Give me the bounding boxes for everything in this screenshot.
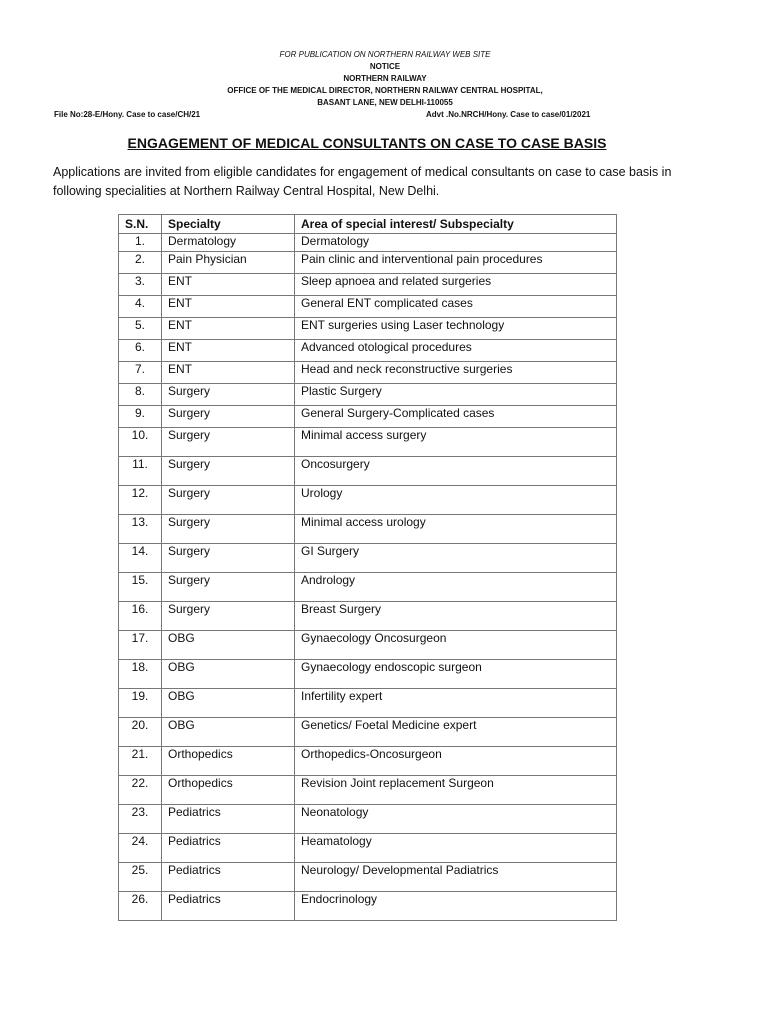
row-sn: 20. xyxy=(119,718,162,747)
table-row xyxy=(119,296,617,318)
row-area: Dermatology xyxy=(295,234,617,252)
row-area: Advanced otological procedures xyxy=(295,340,617,362)
row-specialty: Pediatrics xyxy=(162,863,295,892)
table-row xyxy=(119,805,617,834)
row-area: Neurology/ Developmental Padiatrics xyxy=(295,863,617,892)
row-sn: 12. xyxy=(119,486,162,515)
table-row xyxy=(119,747,617,776)
table-row xyxy=(119,863,617,892)
row-specialty: Pediatrics xyxy=(162,892,295,921)
row-specialty: ENT xyxy=(162,340,295,362)
row-specialty: Pain Physician xyxy=(162,252,295,274)
row-specialty: OBG xyxy=(162,631,295,660)
row-sn: 1. xyxy=(119,234,162,252)
row-specialty: Surgery xyxy=(162,428,295,457)
row-sn: 5. xyxy=(119,318,162,340)
specialties-table xyxy=(118,214,617,921)
row-specialty: Surgery xyxy=(162,384,295,406)
table-row xyxy=(119,602,617,631)
row-specialty: Pediatrics xyxy=(162,834,295,863)
row-area: Minimal access surgery xyxy=(295,428,617,457)
row-sn: 13. xyxy=(119,515,162,544)
row-area: General Surgery-Complicated cases xyxy=(295,406,617,428)
row-area: Orthopedics-Oncosurgeon xyxy=(295,747,617,776)
notice-heading: NOTICE xyxy=(369,62,401,71)
row-area: Infertility expert xyxy=(295,689,617,718)
row-specialty: Surgery xyxy=(162,515,295,544)
file-number: File No:28-E/Hony. Case to case/CH/21 xyxy=(54,110,201,119)
row-area: Endocrinology xyxy=(295,892,617,921)
row-specialty: Surgery xyxy=(162,406,295,428)
table-row xyxy=(119,274,617,296)
table-header-row xyxy=(119,215,617,234)
table-row xyxy=(119,573,617,602)
intro-paragraph: Applications are invited from eligible candidates for engagement of medical consultants on case to case basis in following specialities at Northern Railway Central Hospital, New Delhi. xyxy=(53,165,672,198)
row-sn: 19. xyxy=(119,689,162,718)
row-area: Andrology xyxy=(295,573,617,602)
table-row xyxy=(119,406,617,428)
row-area: Plastic Surgery xyxy=(295,384,617,406)
row-sn: 8. xyxy=(119,384,162,406)
row-sn: 17. xyxy=(119,631,162,660)
row-area: Sleep apnoea and related surgeries xyxy=(295,274,617,296)
table-row xyxy=(119,234,617,252)
row-specialty: ENT xyxy=(162,274,295,296)
row-specialty: Surgery xyxy=(162,457,295,486)
row-specialty: OBG xyxy=(162,718,295,747)
row-specialty: ENT xyxy=(162,296,295,318)
row-specialty: OBG xyxy=(162,689,295,718)
organization-name: NORTHERN RAILWAY xyxy=(343,74,427,83)
row-specialty: Orthopedics xyxy=(162,747,295,776)
row-sn: 16. xyxy=(119,602,162,631)
row-sn: 6. xyxy=(119,340,162,362)
table-row xyxy=(119,252,617,274)
row-sn: 26. xyxy=(119,892,162,921)
row-area: GI Surgery xyxy=(295,544,617,573)
row-area: Genetics/ Foetal Medicine expert xyxy=(295,718,617,747)
office-name: OFFICE OF THE MEDICAL DIRECTOR, NORTHERN RAILWAY CENTRAL HOSPITAL, xyxy=(227,86,543,95)
row-sn: 21. xyxy=(119,747,162,776)
row-sn: 7. xyxy=(119,362,162,384)
row-sn: 9. xyxy=(119,406,162,428)
table-row xyxy=(119,457,617,486)
table-row xyxy=(119,544,617,573)
row-sn: 25. xyxy=(119,863,162,892)
table-row xyxy=(119,660,617,689)
row-area: Pain clinic and interventional pain procedures xyxy=(295,252,617,274)
row-sn: 24. xyxy=(119,834,162,863)
row-specialty: Surgery xyxy=(162,544,295,573)
row-area: Oncosurgery xyxy=(295,457,617,486)
row-specialty: OBG xyxy=(162,660,295,689)
row-specialty: Dermatology xyxy=(162,234,295,252)
row-area: General ENT complicated cases xyxy=(295,296,617,318)
row-area: Heamatology xyxy=(295,834,617,863)
table-body xyxy=(119,234,617,921)
row-sn: 23. xyxy=(119,805,162,834)
table-row xyxy=(119,834,617,863)
row-sn: 3. xyxy=(119,274,162,296)
header-sn: S.N. xyxy=(119,215,162,234)
row-sn: 22. xyxy=(119,776,162,805)
row-sn: 10. xyxy=(119,428,162,457)
table-row xyxy=(119,776,617,805)
row-area: Minimal access urology xyxy=(295,515,617,544)
table-row xyxy=(119,718,617,747)
table-row xyxy=(119,362,617,384)
row-specialty: Pediatrics xyxy=(162,805,295,834)
office-address: BASANT LANE, NEW DELHI-110055 xyxy=(317,98,453,107)
publication-note: FOR PUBLICATION ON NORTHERN RAILWAY WEB SITE xyxy=(279,50,491,59)
page-title: ENGAGEMENT OF MEDICAL CONSULTANTS ON CASE TO CASE BASIS xyxy=(127,135,607,151)
row-specialty: Surgery xyxy=(162,573,295,602)
header-specialty: Specialty xyxy=(162,215,295,234)
row-sn: 14. xyxy=(119,544,162,573)
row-area: Breast Surgery xyxy=(295,602,617,631)
row-area: Neonatology xyxy=(295,805,617,834)
row-area: Gynaecology endoscopic surgeon xyxy=(295,660,617,689)
table-row xyxy=(119,689,617,718)
row-sn: 15. xyxy=(119,573,162,602)
row-area: Revision Joint replacement Surgeon xyxy=(295,776,617,805)
row-sn: 11. xyxy=(119,457,162,486)
table-row xyxy=(119,515,617,544)
table-row xyxy=(119,631,617,660)
row-area: Urology xyxy=(295,486,617,515)
row-area: ENT surgeries using Laser technology xyxy=(295,318,617,340)
table-row xyxy=(119,428,617,457)
table-row xyxy=(119,892,617,921)
row-specialty: ENT xyxy=(162,318,295,340)
table-row xyxy=(119,486,617,515)
table-row xyxy=(119,384,617,406)
row-sn: 18. xyxy=(119,660,162,689)
table-row xyxy=(119,318,617,340)
row-sn: 4. xyxy=(119,296,162,318)
row-specialty: Surgery xyxy=(162,486,295,515)
advertisement-number: Advt .No.NRCH/Hony. Case to case/01/2021 xyxy=(426,110,591,119)
row-sn: 2. xyxy=(119,252,162,274)
table-row xyxy=(119,340,617,362)
row-specialty: ENT xyxy=(162,362,295,384)
row-area: Head and neck reconstructive surgeries xyxy=(295,362,617,384)
row-specialty: Surgery xyxy=(162,602,295,631)
row-area: Gynaecology Oncosurgeon xyxy=(295,631,617,660)
header-area: Area of special interest/ Subspecialty xyxy=(295,215,617,234)
row-specialty: Orthopedics xyxy=(162,776,295,805)
